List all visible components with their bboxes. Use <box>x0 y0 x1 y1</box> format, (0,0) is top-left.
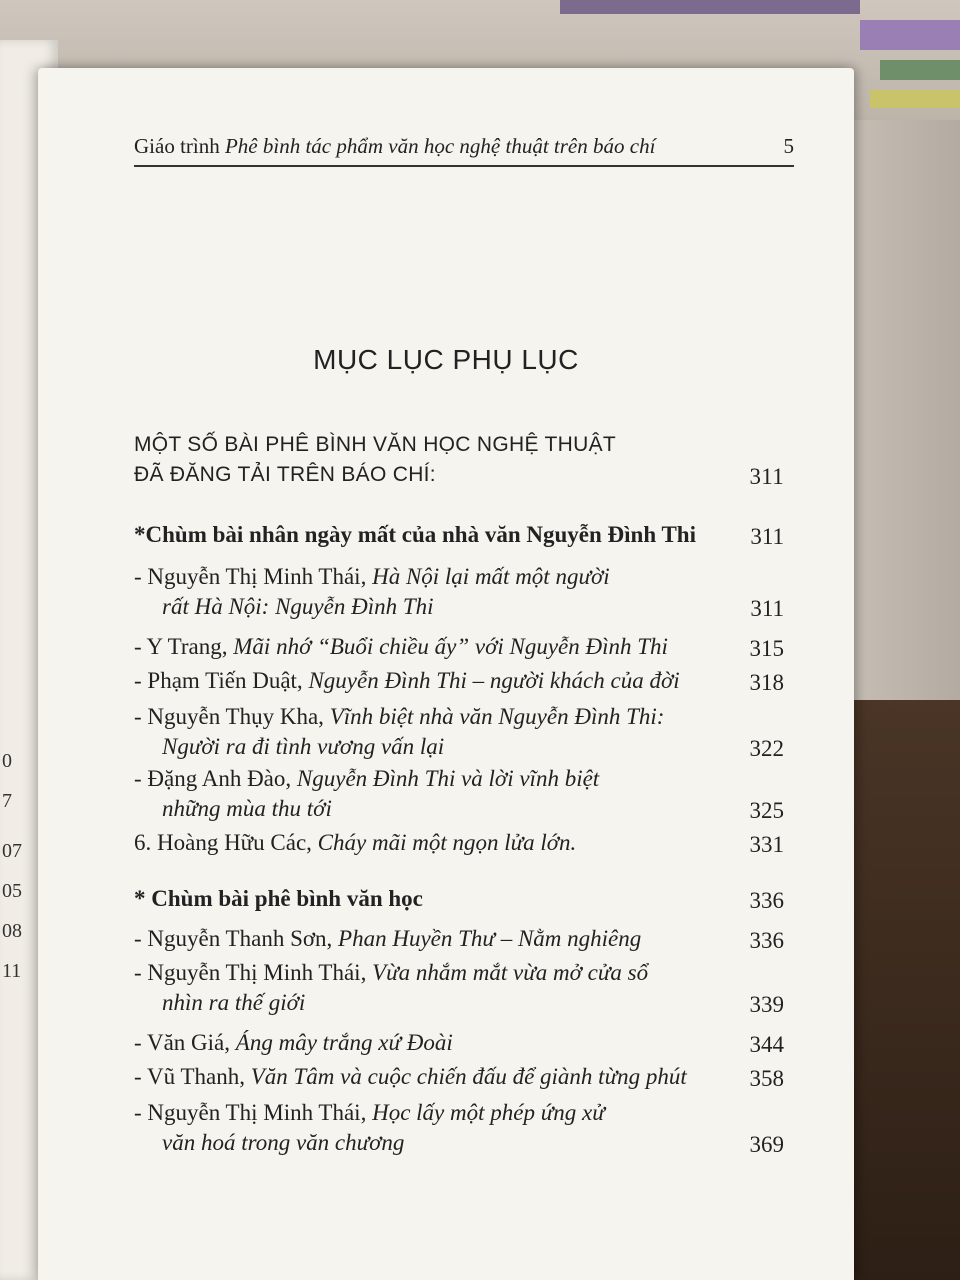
toc-entry <box>134 828 784 858</box>
header-prefix: Giáo trình <box>134 134 220 158</box>
left-page-number: 11 <box>2 960 22 982</box>
entry-page: 369 <box>749 1132 784 1157</box>
entry-author: - Phạm Tiến Duật, <box>134 668 309 693</box>
toc-entry <box>134 1062 784 1092</box>
group-heading <box>134 520 784 550</box>
toc-entry <box>134 1028 784 1058</box>
section-intro-page: 311 <box>749 464 784 489</box>
entry-author: - Nguyễn Thị Minh Thái, <box>134 564 373 589</box>
entry-author: - Vũ Thanh, <box>134 1064 251 1089</box>
book-page <box>38 68 854 1280</box>
header-book-title: Phê bình tác phẩm văn học nghệ thuật trên báo chí <box>224 134 656 158</box>
entry-author: 6. Hoàng Hữu Các, <box>134 830 318 855</box>
group-heading-text: * Chùm bài phê bình văn học <box>134 886 423 911</box>
entry-title-cont: Người ra đi tình vương vấn lại <box>162 734 445 759</box>
group-heading-page: 311 <box>750 524 784 549</box>
section-intro-line1: MỘT SỐ BÀI PHÊ BÌNH VĂN HỌC NGHỆ THUẬT <box>134 433 617 456</box>
entry-author: - Nguyễn Thị Minh Thái, <box>134 1100 373 1125</box>
entry-title: Văn Tâm và cuộc chiến đấu để giành từng phút <box>250 1064 687 1089</box>
entry-page: 325 <box>749 798 784 823</box>
entry-author: - Nguyễn Thanh Sơn, <box>134 926 339 951</box>
entry-page: 311 <box>750 596 784 621</box>
toc-entry <box>134 764 784 824</box>
entry-title: Nguyễn Đình Thi – người khách của đời <box>308 668 680 693</box>
left-page-number: 08 <box>2 920 22 942</box>
entry-page: 336 <box>749 928 784 953</box>
group-heading <box>134 884 784 914</box>
section-intro-line2: ĐÃ ĐĂNG TẢI TRÊN BÁO CHÍ: <box>134 463 436 486</box>
toc-entry <box>134 1098 784 1158</box>
toc-entry <box>134 702 784 762</box>
left-page-number: 05 <box>2 880 22 902</box>
entry-page: 318 <box>749 670 784 695</box>
entry-title: Vĩnh biệt nhà văn Nguyễn Đình Thi: <box>329 704 665 729</box>
entry-title: Mãi nhớ “Buổi chiều ấy” với Nguyễn Đình Thi <box>233 634 668 659</box>
left-page-number: 07 <box>2 840 22 862</box>
entry-page: 322 <box>749 736 784 761</box>
left-page-number: 0 <box>2 750 12 772</box>
entry-title: Học lấy một phép ứng xử <box>372 1100 605 1125</box>
entry-title: Phan Huyền Thư – Nằm nghiêng <box>338 926 642 951</box>
entry-page: 339 <box>749 992 784 1017</box>
toc-entry <box>134 562 784 622</box>
entry-author: - Đặng Anh Đào, <box>134 766 297 791</box>
entry-author: - Nguyễn Thụy Kha, <box>134 704 330 729</box>
entry-title-cont: những mùa thu tới <box>162 796 332 821</box>
toc-entry <box>134 958 784 1018</box>
entry-page: 358 <box>749 1066 784 1091</box>
toc-entry <box>134 666 784 696</box>
entry-author: - Nguyễn Thị Minh Thái, <box>134 960 373 985</box>
entry-page: 315 <box>749 636 784 661</box>
group-heading-page: 336 <box>749 888 784 913</box>
entry-title: Hà Nội lại mất một người <box>372 564 610 589</box>
entry-title: Cháy mãi một ngọn lửa lớn. <box>317 830 577 855</box>
entry-title: Nguyễn Đình Thi và lời vĩnh biệt <box>296 766 600 791</box>
left-page-number: 7 <box>2 790 12 812</box>
entry-page: 331 <box>749 832 784 857</box>
toc-entry <box>134 924 784 954</box>
entry-title-cont: rất Hà Nội: Nguyễn Đình Thi <box>162 594 434 619</box>
wall-background <box>840 120 960 720</box>
entry-title: Vừa nhắm mắt vừa mở cửa sổ <box>372 960 649 985</box>
group-heading-text: *Chùm bài nhân ngày mất của nhà văn Nguyễn Đình Thi <box>134 522 696 547</box>
page-title: MỤC LỤC PHỤ LỤC <box>313 344 579 375</box>
entry-title-cont: văn hoá trong văn chương <box>162 1130 405 1155</box>
entry-author: - Y Trang, <box>134 634 234 659</box>
toc-entry <box>134 632 784 662</box>
section-intro <box>134 430 784 490</box>
header-text <box>134 134 655 159</box>
entry-author: - Văn Giá, <box>134 1030 236 1055</box>
header-page-number: 5 <box>783 134 794 158</box>
entry-page: 344 <box>749 1032 784 1057</box>
entry-title-cont: nhìn ra thế giới <box>162 990 306 1015</box>
running-header <box>134 134 794 167</box>
entry-title: Áng mây trắng xứ Đoài <box>235 1030 453 1055</box>
